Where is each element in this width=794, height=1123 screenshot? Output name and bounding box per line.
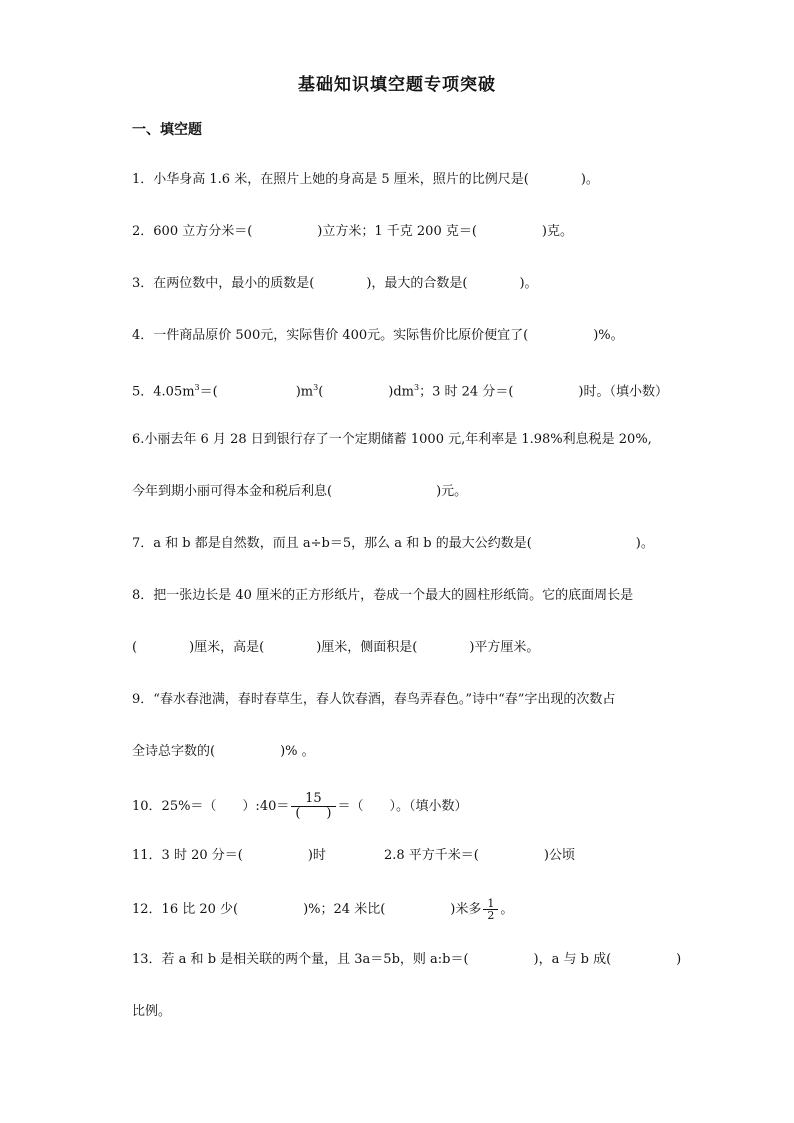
question-12: [132, 898, 513, 921]
fraction-denominator: 2: [487, 909, 495, 922]
question-10: [132, 792, 468, 821]
question-10-part2: ＝（ ）。（填小数）: [337, 799, 468, 814]
question-5: [132, 378, 668, 402]
fraction-numerator: 15: [291, 792, 335, 807]
question-1: 1．小华身高 1.6 米，在照片上她的身高是 5 厘米，照片的比例尺是( )。: [132, 172, 599, 187]
question-8-line2: ( )厘米，高是( )厘米，侧面积是( )平方厘米。: [132, 640, 540, 655]
question-5-exp3: 3: [414, 383, 420, 392]
question-5-exp1: 3: [194, 383, 200, 392]
question-5-part1: 5．4.05m: [132, 384, 195, 400]
question-3: 3．在两位数中，最小的质数是( )，最大的合数是( )。: [132, 276, 538, 291]
question-5-exp2: 3: [313, 383, 319, 392]
question-9-line2: 全诗总字数的( )% 。: [132, 744, 315, 759]
question-11: [132, 846, 575, 866]
question-8-line1: 8．把一张边长是 40 厘米的正方形纸片，卷成一个最大的圆柱形纸筒。它的底面周长是: [132, 588, 634, 603]
question-13-line1: 13．若 a 和 b 是相关联的两个量，且 3a＝5b，则 a:b＝( )，a 与 b 成( ): [132, 952, 682, 967]
question-6-line2: 今年到期小丽可得本金和税后利息( )元。: [132, 484, 468, 499]
question-7: 7．a 和 b 都是自然数，而且 a÷b＝5，那么 a 和 b 的最大公约数是( )。: [132, 536, 654, 551]
question-12-fraction: [483, 898, 498, 921]
question-2: 2．600 立方分米＝( )立方米；1 千克 200 克＝( )克。: [132, 224, 573, 239]
question-5-part3: ( )dm: [318, 384, 415, 400]
question-12-part1: 12．16 比 20 少( )%；24 米比( )米多: [132, 902, 482, 917]
question-9-line1: 9．“春水春池满，春时春草生，春人饮春酒，春鸟弄春色。”诗中“春”字出现的次数占: [132, 692, 616, 707]
question-10-part1: 10．25%＝（ ）:40＝: [132, 799, 290, 814]
section-heading: 一、填空题: [132, 122, 202, 138]
question-5-part4: ；3 时 24 分＝( )时。（填小数）: [419, 384, 668, 400]
question-6-line1: 6.小丽去年 6 月 28 日到银行存了一个定期储蓄 1000 元,年利率是 1.98%利息税是 20%,: [132, 432, 652, 447]
fraction-numerator: 1: [483, 898, 498, 910]
question-11-part1: 11．3 时 20 分＝( )时: [132, 848, 326, 863]
question-12-part2: 。: [500, 902, 514, 917]
fraction-denominator: ( ): [295, 806, 332, 821]
page-title: 基础知识填空题专项突破: [298, 75, 496, 95]
question-13-line2: 比例。: [132, 1004, 172, 1019]
question-4: 4．一件商品原价 500元，实际售价 400元。实际售价比原价便宜了( )%。: [132, 328, 624, 343]
question-11-part2: 2.8 平方千米＝( )公顷: [384, 848, 575, 863]
question-5-part2: ＝( )m: [199, 384, 314, 400]
question-10-fraction: [291, 792, 335, 821]
